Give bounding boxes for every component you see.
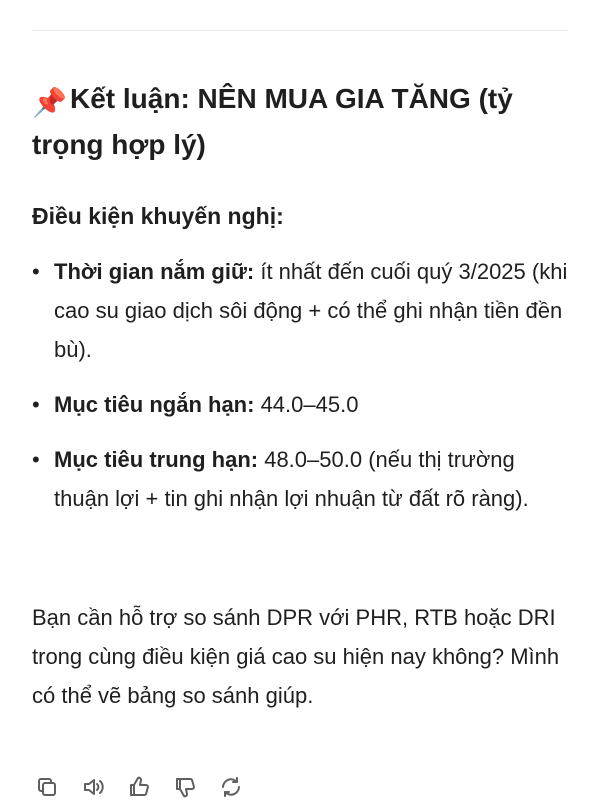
thumbs-up-button[interactable]: [124, 772, 154, 800]
pushpin-icon: 📌: [32, 87, 67, 118]
message-actions: [32, 772, 246, 800]
bullet-dot: •: [32, 392, 40, 417]
copy-icon: [35, 775, 59, 799]
list-item: [32, 385, 572, 424]
bullet-dot: •: [32, 447, 40, 472]
regenerate-button[interactable]: [216, 772, 246, 800]
list-item-label: Mục tiêu trung hạn:: [54, 447, 259, 472]
conclusion-heading: [32, 78, 572, 166]
speaker-icon: [81, 775, 105, 799]
regenerate-icon: [219, 775, 243, 799]
thumbs-down-icon: [173, 775, 197, 799]
list-item-text: 48.0–50.0 (nếu thị trường thuận lợi + tin ghi nhận lợi nhuận từ đất rõ ràng).: [54, 447, 529, 511]
list-item-text: ít nhất đến cuối quý 3/2025 (khi cao su giao dịch sôi động + có thể ghi nhận tiền đền bù).: [54, 259, 568, 362]
list-item-label: Mục tiêu ngắn hạn:: [54, 392, 255, 417]
thumbs-up-icon: [127, 775, 151, 799]
closing-question: Bạn cần hỗ trợ so sánh DPR với PHR, RTB hoặc DRI trong cùng điều kiện giá cao su hiện nay không? Mình có thể vẽ bảng so sánh giúp.: [32, 605, 560, 708]
conclusion-heading-text: Kết luận: NÊN MUA GIA TĂNG (tỷ trọng hợp lý): [32, 83, 513, 160]
conditions-list: [32, 252, 572, 534]
recommendation-conditions-label: Điều kiện khuyến nghị:: [32, 203, 284, 229]
bullet-dot: •: [32, 259, 40, 284]
thumbs-down-button[interactable]: [170, 772, 200, 800]
list-item: [32, 252, 572, 369]
copy-button[interactable]: [32, 772, 62, 800]
read-aloud-button[interactable]: [78, 772, 108, 800]
list-item-text: 44.0–45.0: [254, 392, 359, 417]
list-item: [32, 440, 572, 518]
list-item-label: Thời gian nắm giữ:: [54, 259, 255, 284]
top-divider: [32, 30, 568, 31]
